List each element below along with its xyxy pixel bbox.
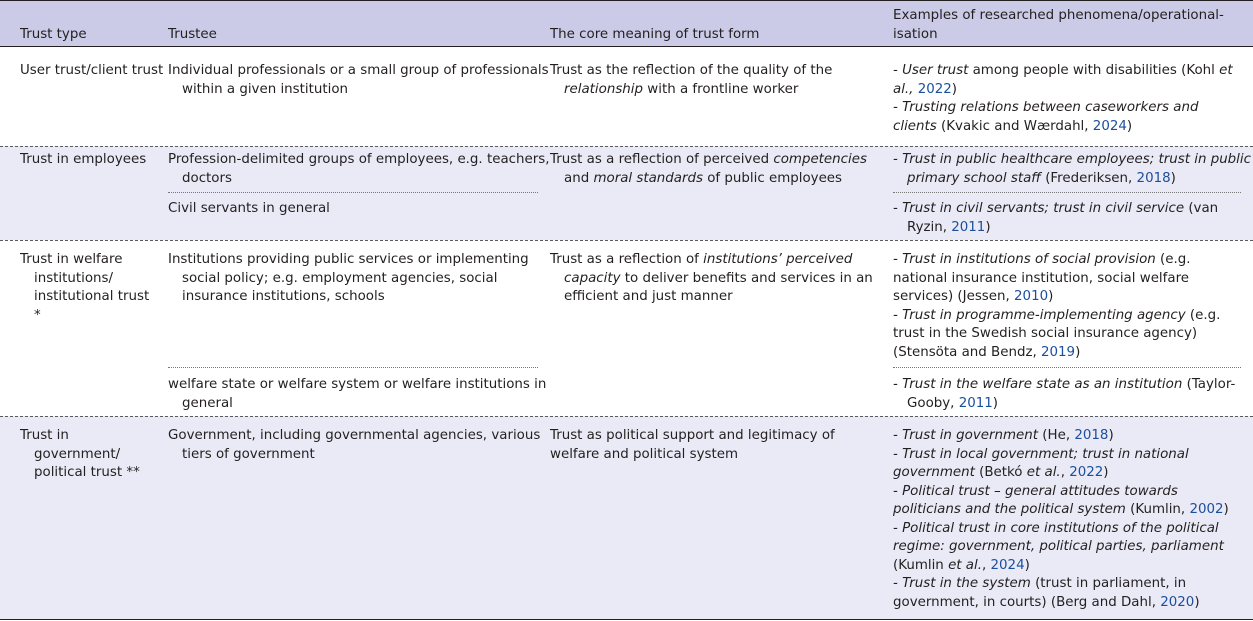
emphasis: competencies (773, 152, 867, 167)
text: ) (1223, 502, 1229, 517)
text: (Betkó (974, 465, 1027, 480)
cell-employees-meaning (550, 151, 894, 188)
text: of public employees (702, 170, 843, 186)
cell-welfare-examples (893, 251, 1243, 362)
row-divider (0, 146, 1253, 147)
text: ) (1194, 594, 1200, 610)
text: ) (951, 81, 958, 97)
text: Trust as a reflection of perceived (550, 152, 774, 167)
emphasis: - Trust in the system (893, 576, 1031, 591)
table-bottom-rule (0, 619, 1253, 620)
emphasis: moral standards (593, 170, 703, 186)
emphasis: - Political trust – general attitudes towards politicians and the political system (893, 483, 1178, 517)
emphasis: - Trust in local government; trust in national government (893, 446, 1189, 480)
emphasis: - Trust in programme-implementing agency (893, 307, 1186, 323)
citation-link[interactable]: 2024 (990, 557, 1025, 573)
example-item (893, 251, 1243, 307)
cell-employees-example-2 (893, 200, 1253, 237)
emphasis: - Trust in civil servants; trust in civil service (893, 201, 1185, 216)
citation-link[interactable]: 2010 (1014, 289, 1049, 304)
text: (van Ryzin, (907, 201, 1219, 235)
citation-link[interactable]: 2019 (1040, 344, 1076, 360)
text: among people with disabilities (Kohl (968, 63, 1220, 78)
text: with a frontline worker (643, 81, 799, 97)
text: ) (1024, 557, 1030, 573)
cell-government-trustee: Government, including governmental agencies, various tiers of government (168, 428, 541, 462)
cell-employees-example-1 (893, 151, 1253, 188)
cell-welfare-trustee-1: Institutions providing public services or implementing social policy; e.g. employment agencies, social insurance institutions, schools (168, 252, 529, 304)
example-item (893, 99, 1243, 136)
citation-link[interactable]: 2002 (1189, 502, 1224, 517)
citation-link[interactable]: 2024 (1092, 118, 1127, 134)
cell-government-examples (893, 427, 1243, 612)
text: Trust as the reflection of the quality of the (550, 63, 833, 78)
example-item (893, 62, 1243, 99)
example-item (893, 307, 1243, 363)
text: ) (1170, 170, 1176, 186)
subrow-divider (893, 367, 1241, 368)
row-divider (0, 240, 1253, 241)
header-examples-line2: isation (893, 26, 938, 42)
text: (Taylor-Gooby, (907, 377, 1236, 411)
text: (He, (1038, 428, 1075, 443)
subrow-divider (168, 192, 538, 193)
emphasis: relationship (564, 81, 644, 97)
text: ) (1075, 344, 1081, 360)
emphasis: - Trust in institutions of social provision (893, 252, 1156, 267)
text: - (893, 63, 903, 78)
cell-user-examples (893, 62, 1243, 136)
text: ) (1048, 289, 1054, 304)
emphasis: - Trust in public healthcare employees; trust in public primary school staff (893, 152, 1251, 186)
text: to deliver benefits and services in an efficient and just manner (564, 270, 873, 304)
cell-government-meaning: Trust as political support and legitimacy of welfare and political system (550, 428, 835, 462)
text: (Kvakic and Wærdahl, (936, 118, 1093, 134)
example-item (893, 575, 1243, 612)
example-item (893, 427, 1243, 446)
text: ) (992, 395, 999, 411)
emphasis: et al. (1026, 465, 1061, 480)
citation-link[interactable]: 2011 (951, 219, 986, 235)
header-trust-type: Trust type (20, 26, 87, 42)
cell-welfare-example-3 (893, 376, 1253, 413)
header-core-meaning: The core meaning of trust form (550, 26, 760, 42)
emphasis: - Trusting relations between caseworkers and clients (893, 100, 1199, 134)
cell-user-type: User trust/client trust (20, 63, 164, 78)
cell-welfare-meaning (550, 251, 894, 307)
cell-employees-type: Trust in employees (20, 152, 147, 167)
emphasis: institutions’ perceived capacity (564, 252, 853, 286)
cell-user-trustee: Individual professionals or a small group of professionals within a given institution (168, 63, 549, 97)
example-item (893, 446, 1243, 483)
citation-link[interactable]: 2018 (1136, 170, 1171, 186)
cell-employees-trustee-2: Civil servants in general (168, 201, 330, 216)
text: (trust in parliament, in government, in courts) (Berg and Dahl, (893, 576, 1187, 610)
example-item (893, 520, 1243, 576)
cell-government-type: Trust in government/ political trust ** (20, 428, 140, 480)
subrow-divider (168, 367, 538, 368)
emphasis: et al., (893, 63, 1233, 97)
text: (e.g. national insurance institution, social welfare services) (Jessen, (893, 252, 1191, 304)
text: and (564, 170, 594, 186)
cell-user-meaning (550, 62, 894, 99)
header-examples-line1: Examples of researched phenomena/operational- (893, 8, 1224, 23)
text: , (1060, 465, 1070, 480)
citation-link[interactable]: 2011 (958, 395, 993, 411)
text: ) (985, 219, 991, 235)
citation-link[interactable]: 2018 (1074, 428, 1109, 443)
cell-employees-trustee-1: Profession-delimited groups of employees, e.g. teachers, doctors (168, 152, 550, 186)
text: Trust as a reflection of (550, 252, 704, 267)
subrow-divider (893, 192, 1241, 193)
text: (Kumlin, (1125, 502, 1190, 517)
text: (e.g. trust in the Swedish social insurance agency) (Stensöta and Bendz, (893, 307, 1221, 360)
emphasis: et al. (948, 557, 982, 573)
text: , (982, 557, 991, 573)
text: (Frederiksen, (1040, 170, 1137, 186)
emphasis: - Trust in the welfare state as an institution (893, 377, 1183, 392)
citation-link[interactable]: 2020 (1160, 594, 1195, 610)
text: ) (1126, 118, 1133, 134)
text: ) (1108, 428, 1114, 443)
row-divider (0, 416, 1253, 417)
emphasis: - Political trust in core institutions of the political regime: government, political parties, parliament (893, 520, 1224, 554)
citation-link[interactable]: 2022 (1069, 465, 1104, 480)
example-item (893, 483, 1243, 520)
table-header (0, 0, 1253, 47)
cell-welfare-trustee-2: welfare state or welfare system or welfare institutions in general (168, 377, 547, 411)
emphasis: - Trust in government (893, 428, 1039, 443)
citation-link[interactable]: 2022 (917, 81, 952, 97)
text: ) (1103, 465, 1109, 480)
cell-welfare-type: Trust in welfare institutions/ institutional trust * (20, 252, 150, 323)
header-trustee: Trustee (168, 26, 217, 42)
text: (Kumlin (893, 557, 949, 573)
header-examples (893, 7, 1243, 44)
emphasis: User trust (902, 63, 969, 78)
